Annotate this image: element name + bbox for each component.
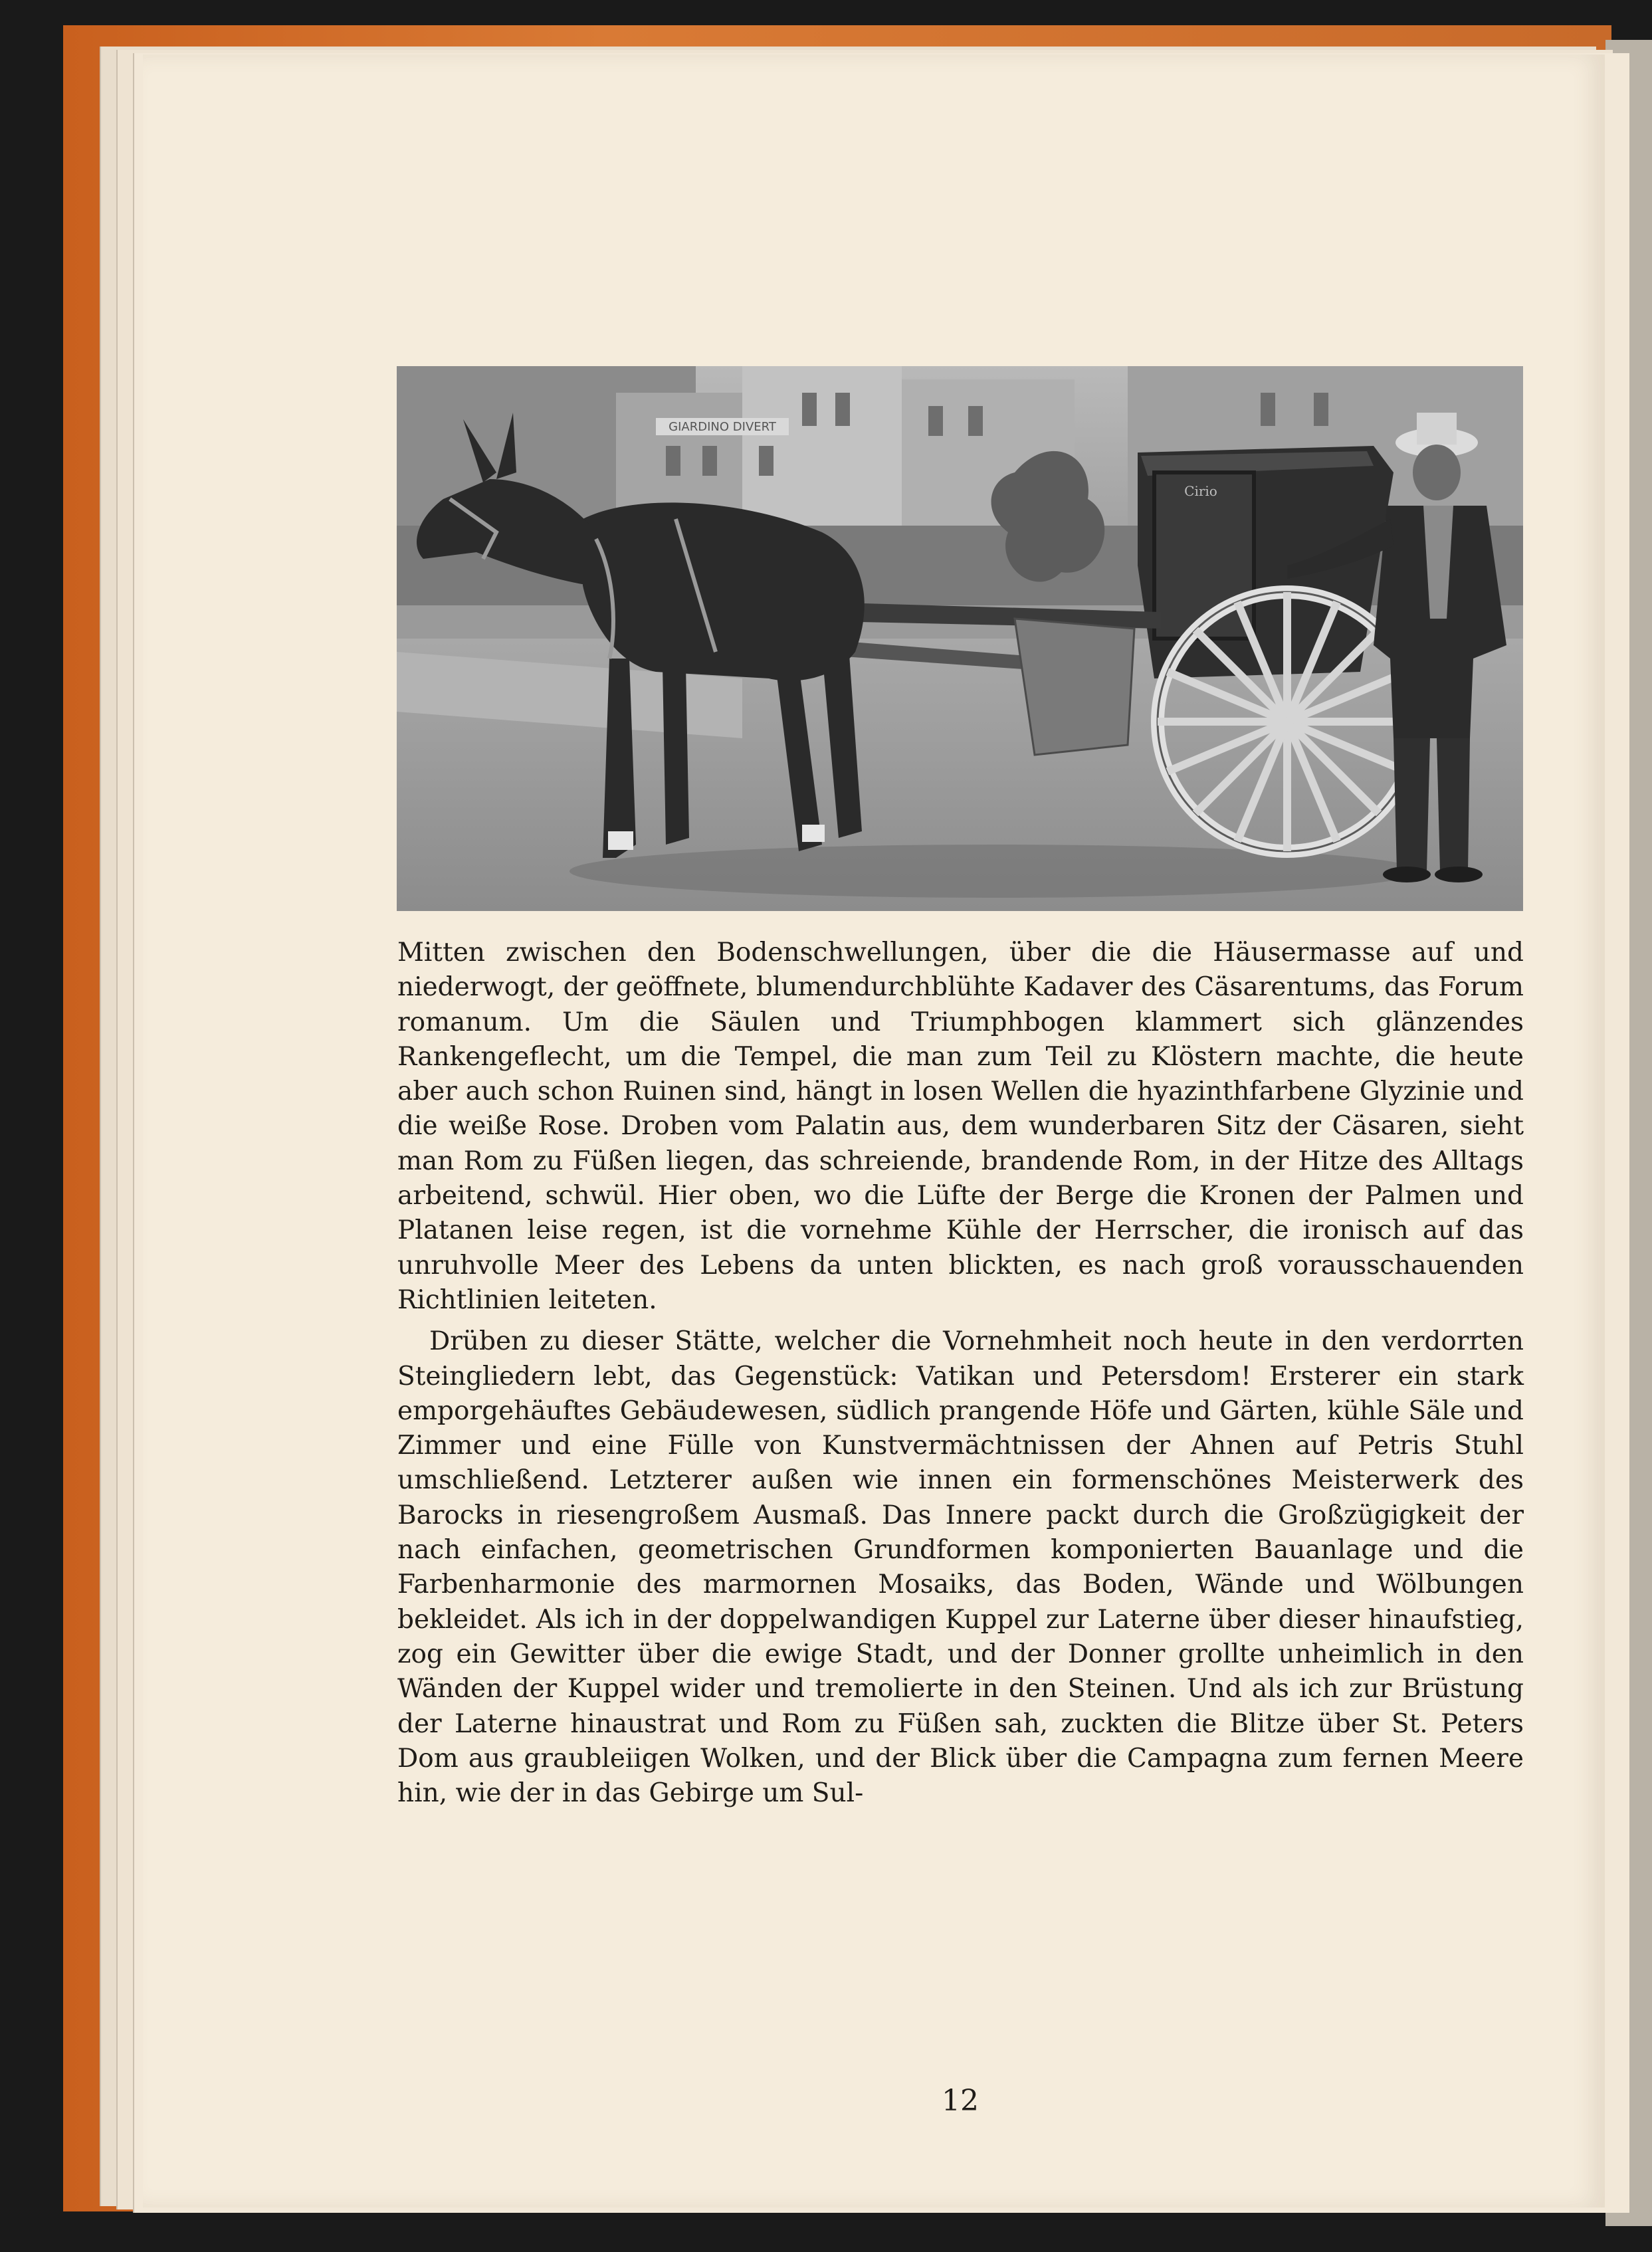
body-text	[397, 936, 1524, 1811]
paragraph-vatikan-petersdom: Drüben zu dieser Stätte, welcher die Vornehmheit noch heute in den verdorrten Steingliedern lebt, das Gegenstück: Vatikan und Petersdom! Ersterer ein stark emporgehäuftes Gebäudewesen, südlich prangende Höfe und Gärten, kühle Säle und Zimmer und eine Fülle von Kunstvermächtnissen der Ahnen auf Petris Stuhl umschließend. Letzterer außen wie innen ein formenschönes Meisterwerk des Barocks in riesengroßem Ausmaß. Das Innere packt durch die Großzügigkeit der nach einfachen, geometrischen Grundformen komponierten Bauanlage und die Farbenharmonie des marmornen Mosaiks, das Boden, Wände und Wölbungen bekleidet. Als ich in der doppelwandigen Kuppel zur Laterne über dieser hinaufstieg, zog ein Gewitter über die ewige Stadt, und der Donner grollte unheimlich in den Wänden der Kuppel wider und tremolierte in den Steinen. Und als ich zur Brüstung der Laterne hinaustrat und Rom zu Füßen sah, zuckten die Blitze über St. Peters Dom aus graubleiigen Wolken, und der Blick über die Campagna zum fernen Meere hin, wie der in das Gebirge um Sul-	[397, 1326, 1524, 1809]
photo-mule-cart	[397, 366, 1523, 911]
photo-illustration	[397, 366, 1523, 911]
paragraph-forum-romanum: Mitten zwischen den Bodenschwellungen, über die die Häusermasse auf und niederwogt, der geöffnete, blumendurchblühte Kadaver des Cäsarentums, das Forum romanum. Um die Säulen und Triumphbogen klammert sich glänzendes Rankengeflecht, um die Tempel, die man zum Teil zu Klöstern machte, die heute aber auch schon Ruinen sind, hängt in losen Wellen die hyazinthfarbene Glyzinie und die weiße Rose. Droben vom Palatin aus, dem wunderbaren Sitz der Cäsaren, sieht man Rom zu Füßen liegen, das schreiende, brandende Rom, in der Hitze des Alltags arbeitend, schwül. Hier oben, wo die Lüfte der Berge die Kronen der Palmen und Platanen leise regen, ist die vornehme Kühle der Herrscher, die ironisch auf das unruhvolle Meer des Lebens da unten blickten, es nach groß vorausschauenden Richtlinien leiteten.	[397, 938, 1524, 1315]
page-number: 12	[942, 2084, 979, 2118]
background-sign: GIARDINO DIVERT	[669, 420, 776, 434]
cart-sign: Cirio	[1184, 483, 1217, 499]
